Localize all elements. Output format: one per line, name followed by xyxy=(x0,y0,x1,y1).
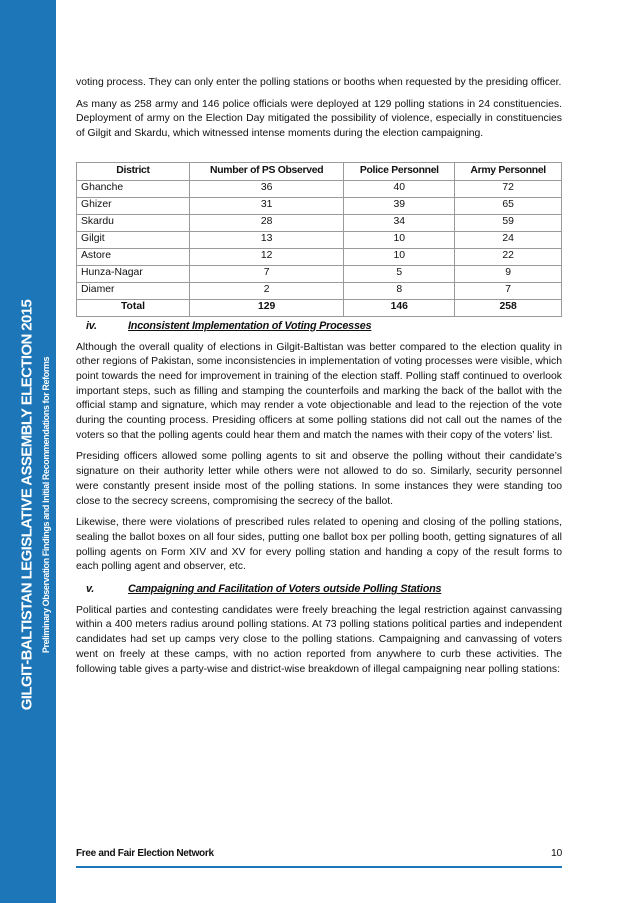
police-cell: 5 xyxy=(344,265,455,282)
deployment-table xyxy=(76,162,562,317)
army-cell: 9 xyxy=(455,265,562,282)
district-cell: Hunza-Nagar xyxy=(77,265,190,282)
section-number: iv. xyxy=(86,319,97,332)
section-iv-paragraph-2: Presiding officers allowed some polling agents to sit and observe the polling without their candidate’s signature on their authority letter while others were not allowed to do so. Similarly, security personnel were constantly present inside most of the polling stations. In some instances they were standing too close to the secrecy screens, compromising the secrecy of the ballot. xyxy=(76,451,562,507)
police-cell: 40 xyxy=(344,180,455,197)
intro-paragraph-1: voting process. They can only enter the polling stations or booths when requested by the presiding officer. xyxy=(76,77,562,88)
total-ps-observed: 129 xyxy=(190,299,344,316)
ps-observed-cell: 2 xyxy=(190,282,344,299)
ps-observed-cell: 7 xyxy=(190,265,344,282)
district-cell: Skardu xyxy=(77,214,190,231)
table-row xyxy=(77,265,562,282)
ps-observed-cell: 28 xyxy=(190,214,344,231)
total-police: 146 xyxy=(344,299,455,316)
sidebar-band xyxy=(0,0,56,903)
ps-observed-cell: 31 xyxy=(190,197,344,214)
section-v-paragraph-1: Political parties and contesting candidates were freely breaching the legal restriction against canvassing within a 400 meters radius around polling stations. At 73 polling stations political parties and independent candidates had set up camps very close to the polling stations. Campaigning and canvassing of voters went on freely at these camps, with no action reported from anywhere to curb these activities. The following table gives a party-wise and district-wise breakdown of illegal campaigning near polling stations: xyxy=(76,604,562,675)
intro-paragraph-2: As many as 258 army and 146 police officials were deployed at 129 polling stations in 24 constituencies. Deployment of army on the Election Day mitigated the possibility of violence, especially in constituencies of Gilgit and Skardu, which witnessed intense moments during the election campaigning. xyxy=(76,98,562,140)
table-row xyxy=(77,248,562,265)
army-cell: 22 xyxy=(455,248,562,265)
section-title: Inconsistent Implementation of Voting Processes xyxy=(128,319,372,332)
section-number: v. xyxy=(86,583,95,596)
report-title: GILGIT-BALTISTAN LEGISLATIVE ASSEMBLY ELECTION 2015 xyxy=(18,299,36,711)
army-cell: 72 xyxy=(455,180,562,197)
table-header-row xyxy=(77,162,562,180)
page-number: 10 xyxy=(551,848,562,859)
district-cell: Ghizer xyxy=(77,197,190,214)
section-v-heading xyxy=(76,582,562,597)
column-header: District xyxy=(77,162,190,180)
police-cell: 34 xyxy=(344,214,455,231)
footer-divider xyxy=(76,866,562,868)
total-label: Total xyxy=(77,299,190,316)
footer-organization: Free and Fair Election Network xyxy=(76,848,214,859)
page-content xyxy=(76,76,562,684)
police-cell: 10 xyxy=(344,231,455,248)
total-army: 258 xyxy=(455,299,562,316)
column-header: Number of PS Observed xyxy=(190,162,344,180)
police-cell: 8 xyxy=(344,282,455,299)
report-subtitle: Preliminary Observation Findings and Initial Recommendations for Reforms xyxy=(41,356,51,654)
column-header: Police Personnel xyxy=(344,162,455,180)
section-iv-paragraph-1: Although the overall quality of elections in Gilgit-Baltistan was better compared to the election quality in other regions of Pakistan, some inconsistencies in implementation of voting processes were visible, which point towards the need for improvement in training of the election staff. Polling staff continued to overlook important steps, such as filling and stamping the counterfoils and marking the back of the ballot with the official stamp and signature, which may render a vote objectionable and lead to the rejection of the vote during the counting process. Presiding officers at some polling stations did not call out the names of the voters so that the polling agents could hear them and match the names with their copy of the voters’ list. xyxy=(76,341,562,441)
table-row xyxy=(77,282,562,299)
section-title: Campaigning and Facilitation of Voters outside Polling Stations xyxy=(128,583,442,596)
ps-observed-cell: 12 xyxy=(190,248,344,265)
table-row xyxy=(77,214,562,231)
police-cell: 10 xyxy=(344,248,455,265)
section-iv-paragraph-3: Likewise, there were violations of prescribed rules related to opening and closing of the polling stations, sealing the ballot boxes on all four sides, putting one ballot box per polling booth, getting signatures of all polling agents on Form XIV and XV for every polling station and handing a copy of the result forms to each polling agent and observer, etc. xyxy=(76,517,562,573)
police-cell: 39 xyxy=(344,197,455,214)
table-row xyxy=(77,231,562,248)
table-row xyxy=(77,197,562,214)
total-row xyxy=(77,299,562,316)
army-cell: 24 xyxy=(455,231,562,248)
district-cell: Diamer xyxy=(77,282,190,299)
page-footer xyxy=(76,848,562,859)
army-cell: 7 xyxy=(455,282,562,299)
district-cell: Gilgit xyxy=(77,231,190,248)
district-cell: Ghanche xyxy=(77,180,190,197)
section-iv-heading xyxy=(76,319,562,334)
district-cell: Astore xyxy=(77,248,190,265)
table-row xyxy=(77,180,562,197)
army-cell: 59 xyxy=(455,214,562,231)
ps-observed-cell: 36 xyxy=(190,180,344,197)
ps-observed-cell: 13 xyxy=(190,231,344,248)
column-header: Army Personnel xyxy=(455,162,562,180)
army-cell: 65 xyxy=(455,197,562,214)
